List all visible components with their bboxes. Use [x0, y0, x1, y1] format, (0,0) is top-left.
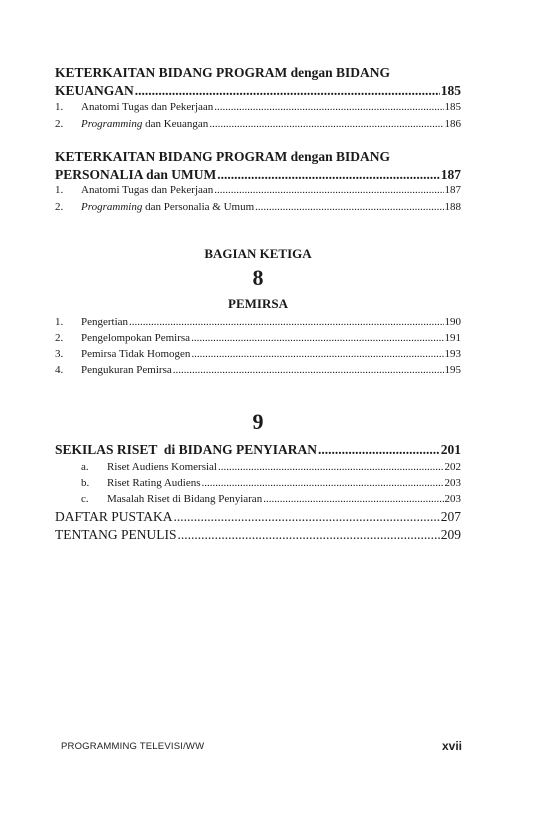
entry-number: 4. — [55, 364, 64, 376]
section-title-line2 — [55, 82, 461, 100]
section-title-line1: KETERKAITAN BIDANG PROGRAM dengan BIDANG — [55, 149, 391, 164]
section-title-text: KEUANGAN — [55, 83, 134, 98]
entry-text: Pemirsa Tidak Homogen — [81, 348, 191, 360]
toc-page — [55, 0, 461, 832]
back-matter-entry — [55, 526, 461, 543]
entry-number: 2. — [55, 118, 64, 130]
back-matter-text: DAFTAR PUSTAKA — [55, 509, 173, 524]
entry-number: c. — [81, 493, 89, 505]
dot-leader — [255, 199, 443, 215]
entry-page: 193 — [444, 348, 461, 360]
toc-entry — [55, 199, 461, 215]
dot-leader — [209, 116, 443, 132]
entry-text: Masalah Riset di Bidang Penyiaran — [107, 493, 263, 505]
part-label: BAGIAN KETIGA — [204, 246, 312, 261]
chapter-number: 9 — [252, 409, 264, 434]
dot-leader — [218, 459, 444, 475]
entry-number: 2. — [55, 332, 64, 344]
section-title-text: PERSONALIA dan UMUM — [55, 167, 217, 182]
back-matter-text: TENTANG PENULIS — [55, 527, 177, 542]
dot-leader — [214, 182, 443, 198]
entry-italic: Programming — [81, 201, 143, 213]
dot-leader — [318, 441, 440, 458]
entry-page: 195 — [444, 364, 461, 376]
entry-page: 203 — [444, 493, 461, 505]
section-title-line1: KETERKAITAN BIDANG PROGRAM dengan BIDANG — [55, 65, 391, 80]
toc-entry — [55, 475, 461, 491]
chapter-title: PEMIRSA — [228, 296, 288, 311]
entry-page: 202 — [444, 461, 461, 473]
dot-leader — [191, 346, 443, 362]
section-page: 185 — [440, 83, 461, 98]
entry-page: 186 — [444, 118, 461, 130]
entry-text: Programming dan Keuangan — [81, 118, 209, 130]
section-page: 187 — [440, 167, 461, 182]
chapter-heading-text: SEKILAS RISET di BIDANG PENYIARAN — [55, 442, 317, 457]
entry-page: 191 — [444, 332, 461, 344]
chapter-heading-page: 201 — [440, 442, 461, 457]
entry-italic: Programming — [81, 118, 143, 130]
dot-leader — [129, 314, 443, 330]
toc-entry — [55, 330, 461, 346]
running-title: PROGRAMMING TELEVISI/WW — [61, 741, 205, 752]
toc-entry — [55, 116, 461, 132]
dot-leader — [263, 491, 443, 507]
toc-entry — [55, 491, 461, 507]
entry-text: Anatomi Tugas dan Pekerjaan — [81, 184, 214, 196]
entry-text: Riset Audiens Komersial — [107, 461, 217, 473]
entry-text: Pengukuran Pemirsa — [81, 364, 172, 376]
entry-text: Pengelompokan Pemirsa — [81, 332, 191, 344]
entry-number: 3. — [55, 348, 64, 360]
entry-number: 2. — [55, 201, 64, 213]
dot-leader — [214, 99, 443, 115]
entry-text: Programming dan Personalia & Umum — [81, 201, 255, 213]
entry-page: 190 — [444, 316, 461, 328]
toc-entry — [55, 459, 461, 475]
entry-page: 188 — [444, 201, 461, 213]
entry-number: 1. — [55, 101, 64, 113]
back-matter-entry — [55, 508, 461, 525]
entry-text: Anatomi Tugas dan Pekerjaan — [81, 101, 214, 113]
chapter-number: 8 — [252, 265, 264, 290]
dot-leader — [202, 475, 444, 491]
entry-number: a. — [81, 461, 89, 473]
entry-text: Riset Rating Audiens — [107, 477, 201, 489]
back-matter-page: 207 — [440, 509, 461, 524]
entry-number: 1. — [55, 184, 64, 196]
entry-page: 187 — [444, 184, 461, 196]
dot-leader — [173, 508, 439, 525]
toc-entry — [55, 362, 461, 378]
entry-number: b. — [81, 477, 90, 489]
toc-entry — [55, 182, 461, 198]
entry-page: 185 — [444, 101, 461, 113]
dot-leader — [135, 82, 440, 100]
toc-section-heading — [55, 148, 461, 184]
entry-page: 203 — [444, 477, 461, 489]
toc-entry — [55, 314, 461, 330]
back-matter-page: 209 — [440, 527, 461, 542]
toc-entry — [55, 99, 461, 115]
chapter-heading-line — [55, 441, 461, 458]
dot-leader — [178, 526, 440, 543]
dot-leader — [191, 330, 443, 346]
entry-text: Pengertian — [81, 316, 129, 328]
toc-section-heading — [55, 64, 461, 100]
page-number: xvii — [441, 739, 462, 753]
toc-entry — [55, 346, 461, 362]
entry-number: 1. — [55, 316, 64, 328]
dot-leader — [173, 362, 444, 378]
